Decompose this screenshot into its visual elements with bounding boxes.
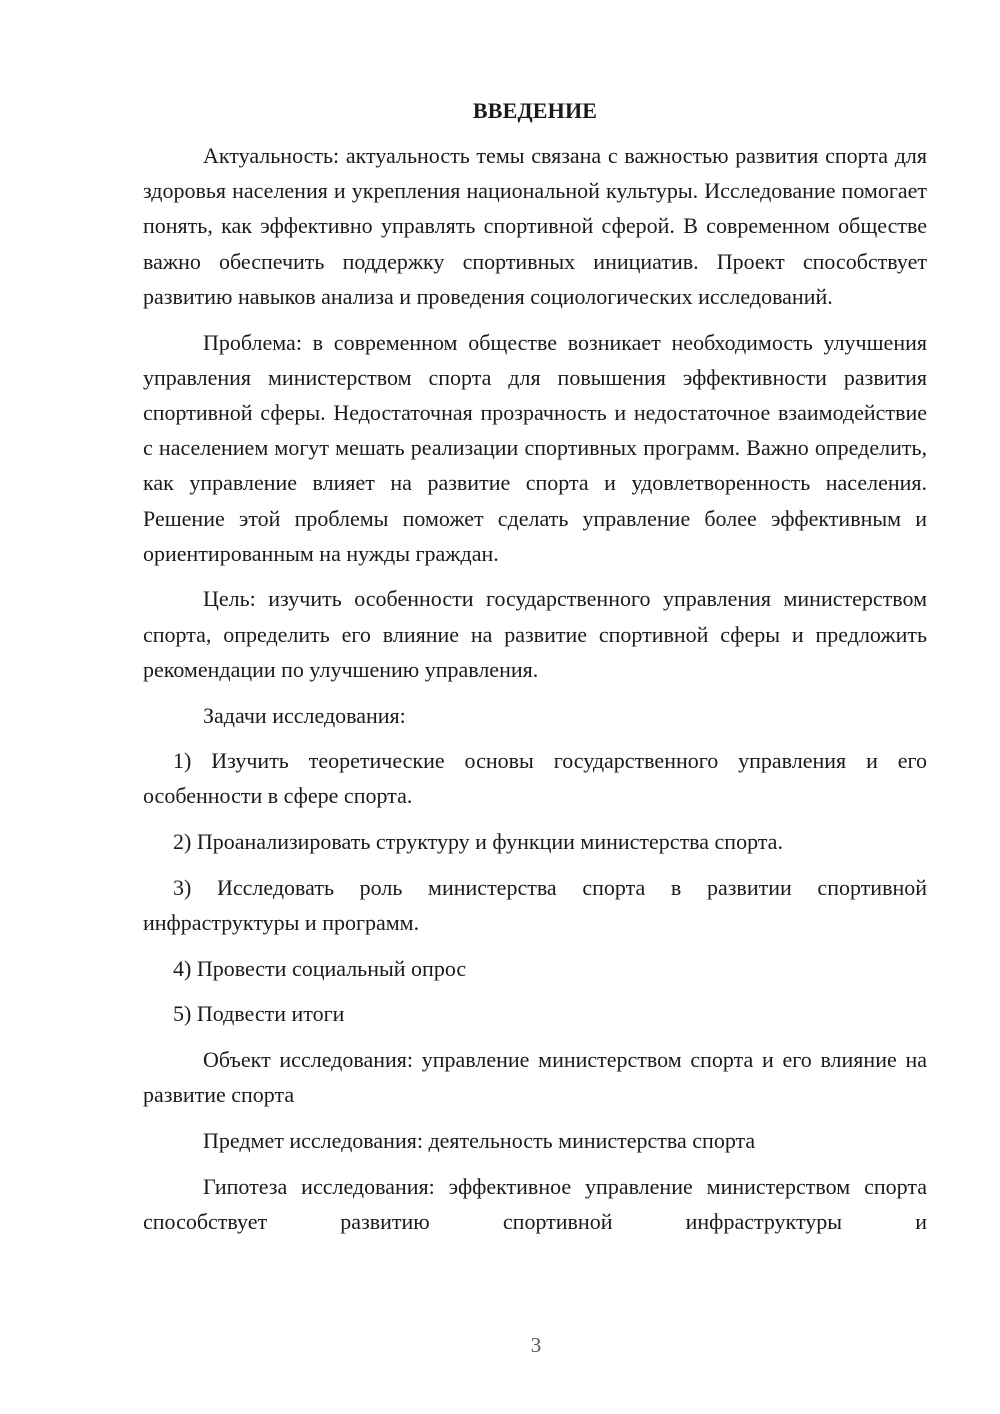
paragraph-relevance: Актуальность: актуальность темы связана с важностью развития спорта для здоровья населения и укрепления национальной культуры. Исследование помогает понять, как эффективно управлять спортивной сферой. В современном обществе важно обеспечить поддержку спортивных инициатив. Проект способствует развитию навыков анализа и проведения социологических исследований. xyxy=(143,143,927,309)
paragraph-problem: Проблема: в современном обществе возникает необходимость улучшения управления министерством спорта для повышения эффективности развития спортивной сферы. Недостаточная прозрачность и недостаточное взаимодействие с населением могут мешать реализации спортивных программ. Важно определить, как управление влияет на развитие спорта и удовлетворенность населения. Решение этой проблемы поможет сделать управление более эффективным и ориентированным на нужды граждан. xyxy=(143,329,927,566)
paragraph-tasks-title: Задачи исследования: xyxy=(203,702,406,728)
task-item: 3) Исследовать роль министерства спорта в развитии спортивной инфраструктуры и программ. xyxy=(143,874,927,936)
paragraph-hypothesis: Гипотеза исследования: эффективное управление министерством спорта способствует развитию спортивной инфраструктуры и xyxy=(143,1173,927,1234)
section-heading: ВВЕДЕНИЕ xyxy=(472,98,598,123)
paragraph-goal: Цель: изучить особенности государственного управления министерством спорта, определить его влияние на развитие спортивной сферы и предложить рекомендации по улучшению управления. xyxy=(143,586,927,682)
paragraph-object: Объект исследования: управление министерством спорта и его влияние на развитие спорта xyxy=(143,1047,927,1108)
task-item: 4) Провести социальный опрос xyxy=(173,955,467,981)
page-content xyxy=(143,96,927,1250)
task-item: 5) Подвести итоги xyxy=(173,1001,345,1027)
task-item: 1) Изучить теоретические основы государственного управления и его особенности в сфере спорта. xyxy=(143,748,927,809)
page-number: 3 xyxy=(530,1333,542,1357)
task-item: 2) Проанализировать структуру и функции министерства спорта. xyxy=(173,829,783,855)
paragraph-subject: Предмет исследования: деятельность министерства спорта xyxy=(203,1128,756,1154)
